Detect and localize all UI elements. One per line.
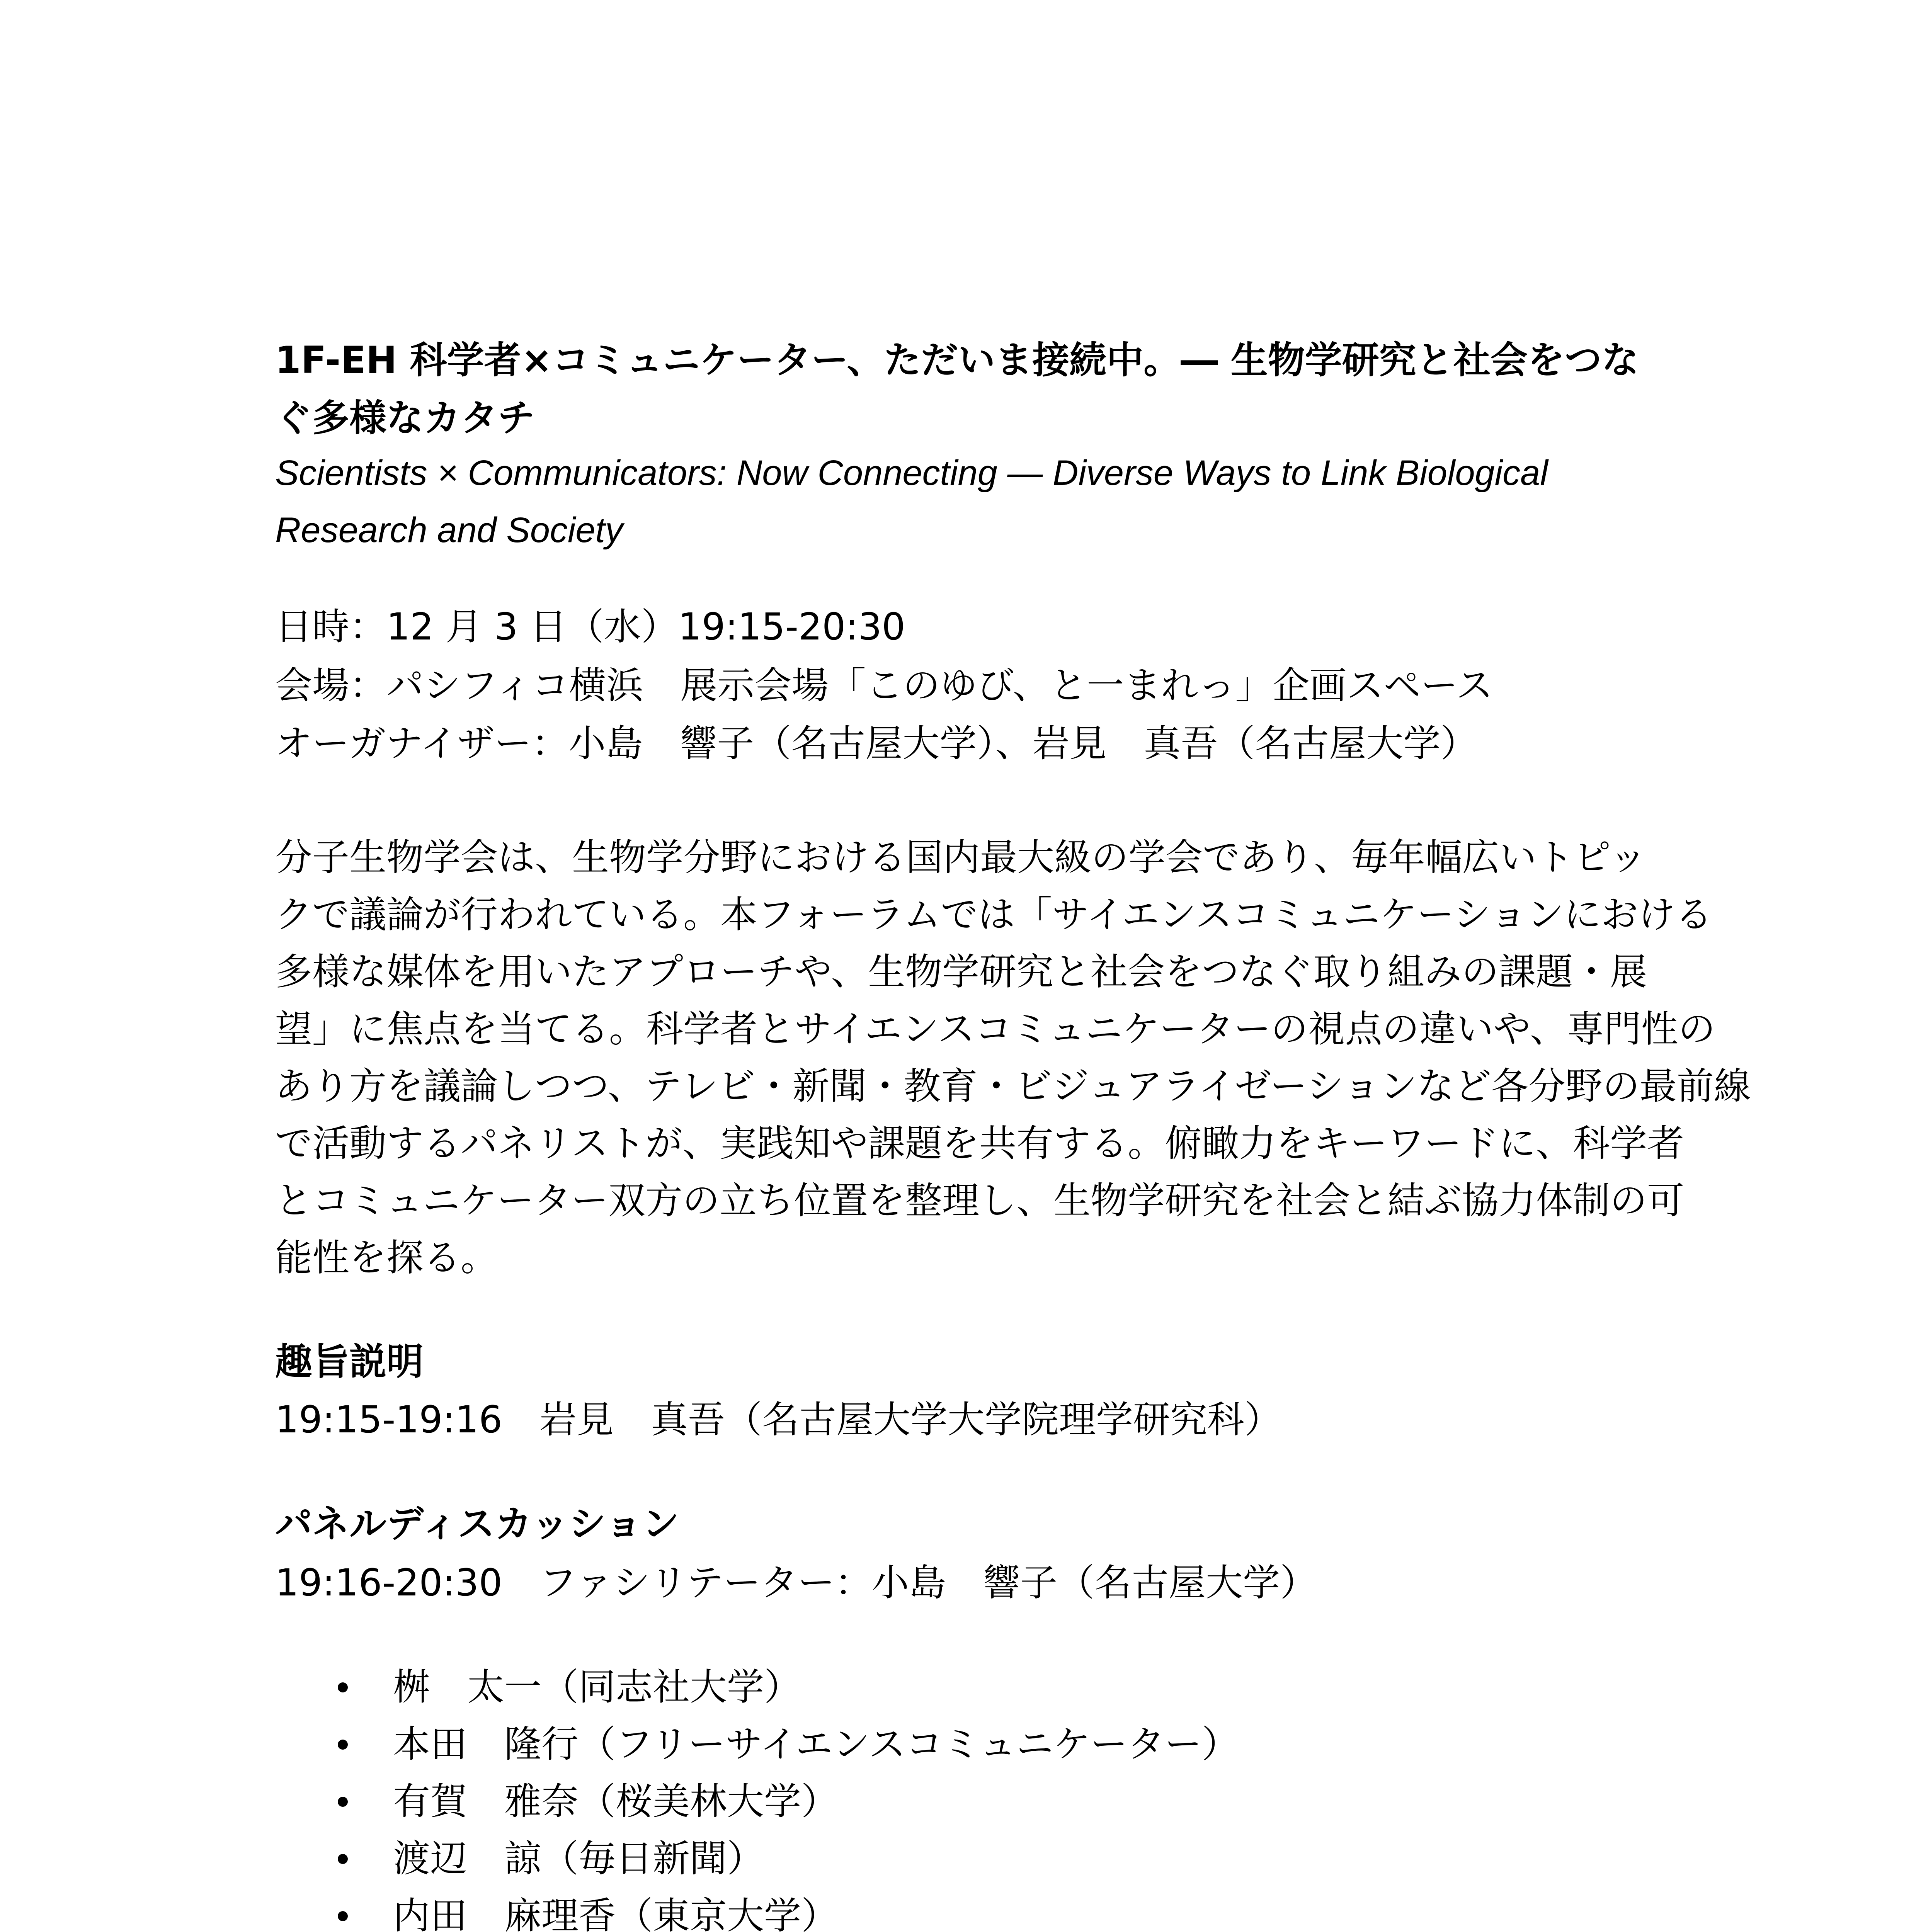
description-line: 望」に焦点を当てる。科学者とサイエンスコミュニケーターの視点の違いや、専門性の — [275, 1007, 1715, 1051]
title-line-2: ぐ多様なカタチ — [275, 396, 535, 440]
panelist-item — [275, 1716, 1651, 1773]
bullet-icon — [338, 1797, 348, 1807]
panelist-item — [275, 1658, 1651, 1716]
description-paragraph — [275, 829, 1751, 1286]
english-subtitle-line-2: Research and Society — [275, 510, 623, 550]
description-line: で活動するパネリストが、実践知や課題を共有する。俯瞰力をキーワードに、科学者 — [275, 1122, 1685, 1165]
description-line: クで議論が行われている。本フォーラムでは「サイエンスコミュニケーションにおける — [275, 893, 1713, 936]
description-line: とコミュニケーター双方の立ち位置を整理し、生物学研究を社会と結ぶ協力体制の可 — [275, 1179, 1685, 1222]
bullet-icon — [338, 1854, 348, 1864]
panelist-name: 桝 太一（同志社大学） — [393, 1665, 801, 1709]
panelist-name: 有賀 雅奈（桜美林大学） — [393, 1780, 838, 1823]
event-datetime: 日時：12 月 3 日（水）19:15-20:30 — [275, 605, 905, 648]
bullet-icon — [338, 1911, 348, 1921]
description-line: 能性を探る。 — [275, 1236, 498, 1279]
intro-heading: 趣旨説明 — [275, 1340, 424, 1383]
intro-detail: 19:15-19:16 岩見 真吾（名古屋大学大学院理学研究科） — [275, 1398, 1281, 1441]
panelist-item — [275, 1773, 1651, 1830]
panelist-item — [275, 1830, 1651, 1887]
title-line-1: 1F-EH 科学者×コミュニケーター、ただいま接続中。― 生物学研究と社会をつな — [275, 338, 1639, 382]
panelist-name: 本田 隆行（フリーサイエンスコミュニケーター） — [393, 1723, 1239, 1766]
event-venue: 会場：パシフィコ横浜 展示会場「このゆび、と一まれっ」企画スペース — [275, 664, 1493, 707]
english-subtitle-line-1: Scientists × Communicators: Now Connecting ― Diverse Ways to Link Biological — [275, 453, 1548, 493]
bullet-icon — [338, 1682, 348, 1692]
panelist-item — [275, 1887, 1651, 1932]
description-line: 多様な媒体を用いたアプローチや、生物学研究と社会をつなぐ取り組みの課題・展 — [275, 950, 1647, 993]
event-organizers: オーガナイザー：小島 響子（名古屋大学）、岩見 真吾（名古屋大学） — [275, 722, 1478, 765]
panel-detail: 19:16-20:30 ファシリテーター：小島 響子（名古屋大学） — [275, 1561, 1317, 1604]
panelist-list — [275, 1658, 1651, 1932]
panel-heading: パネルディスカッション — [275, 1502, 679, 1546]
panelist-name: 内田 麻理香（東京大学） — [393, 1894, 838, 1932]
description-line: 分子生物学会は、生物学分野における国内最大級の学会であり、毎年幅広いトピッ — [275, 836, 1647, 879]
bullet-icon — [338, 1740, 348, 1750]
panelist-name: 渡辺 諒（毎日新聞） — [393, 1837, 764, 1880]
description-line: あり方を議論しつつ、テレビ・新聞・教育・ビジュアライゼーションなど各分野の最前線 — [275, 1065, 1751, 1108]
